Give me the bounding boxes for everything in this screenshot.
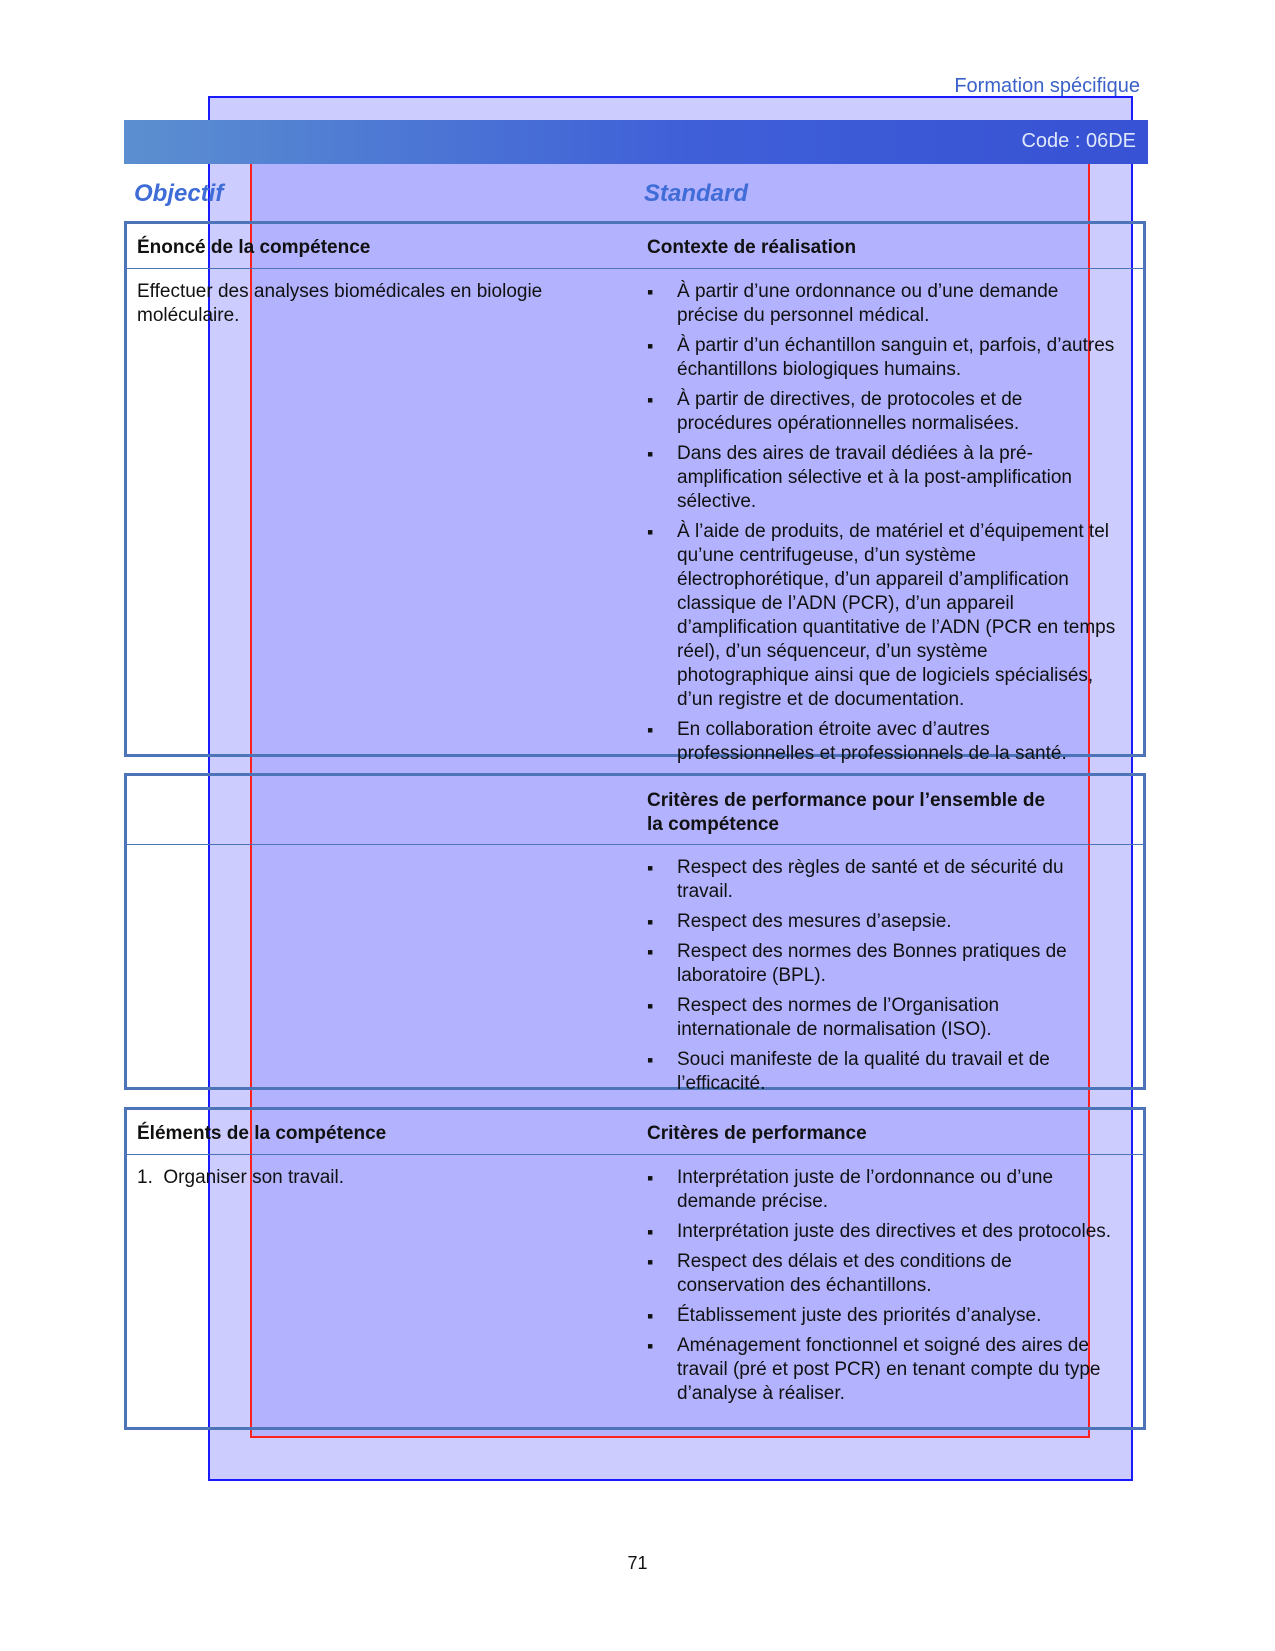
box-header [127,1110,1143,1155]
box-header [127,224,1143,269]
list-item: ▪ Interprétation juste des directives et des protocoles. [647,1220,1117,1244]
section-title: Formation spécifique [954,75,1140,97]
context-heading: Contexte de réalisation [647,237,857,258]
competency-elements-box [124,1107,1146,1430]
performance-criteria-heading: Critères de performance [647,1123,867,1144]
page-number: 71 [627,1553,648,1573]
box-header [127,776,1143,845]
context-list [647,280,1117,772]
list-item: ▪ Respect des normes de l’Organisation internationale de normalisation (ISO). [647,994,1117,1042]
elements-heading: Éléments de la compétence [137,1123,387,1144]
list-item: ▪ À l’aide de produits, de matériel et d’équipement tel qu’une centrifugeuse, d’un système électrophorétique, d’un appareil d’amplification classique de l’ADN (PCR), d’un appareil d’amplification quantitative de l’ADN (PCR en temps réel), d’un séquenceur, d’un système photographique ainsi que de logiciels spécialisés, d’un registre et de documentation. [647,520,1117,712]
list-item: ▪ Respect des délais et des conditions de conservation des échantillons. [647,1250,1117,1298]
competency-statement-box [124,221,1146,764]
list-item: ▪ À partir d’une ordonnance ou d’une demande précise du personnel médical. [647,280,1117,328]
header-band [124,120,1148,164]
list-item: ▪ Respect des mesures d’asepsie. [647,910,1117,934]
list-item: ▪ Établissement juste des priorités d’analyse. [647,1304,1117,1328]
list-item: ▪ Dans des aires de travail dédiées à la pré-amplification sélective et à la post-amplification sélective. [647,442,1117,514]
list-item: ▪ Souci manifeste de la qualité du travail et de l’efficacité. [647,1048,1117,1096]
performance-criteria-list [647,1166,1117,1412]
competency-code: Code : 06DE [1021,130,1136,152]
statement-heading: Énoncé de la compétence [137,237,371,258]
list-item: ▪ Respect des normes des Bonnes pratiques de laboratoire (BPL). [647,940,1117,988]
competency-statement: Effectuer des analyses biomédicales en biologie moléculaire. [137,281,543,326]
list-item: ▪ À partir de directives, de protocoles et de procédures opérationnelles normalisées. [647,388,1117,436]
list-item: ▪ Respect des règles de santé et de sécurité du travail. [647,856,1117,904]
column-headings [124,176,1148,212]
overall-criteria-box [124,773,1146,1094]
list-item: ▪ En collaboration étroite avec d’autres professionnelles et professionnels de la santé. [647,718,1117,766]
list-item: ▪ À partir d’un échantillon sanguin et, parfois, d’autres échantillons biologiques humains. [647,334,1117,382]
list-item: ▪ Aménagement fonctionnel et soigné des aires de travail (pré et post PCR) en tenant compte du type d’analyse à réaliser. [647,1334,1117,1406]
heading-standard: Standard [644,180,749,207]
heading-objectif: Objectif [134,180,224,207]
overall-criteria-heading: Critères de performance pour l’ensemble de la compétence [647,790,1046,835]
element-item: 1. Organiser son travail. [137,1167,344,1188]
list-item: ▪ Interprétation juste de l’ordonnance ou d’une demande précise. [647,1166,1117,1214]
overall-criteria-list [647,856,1117,1102]
